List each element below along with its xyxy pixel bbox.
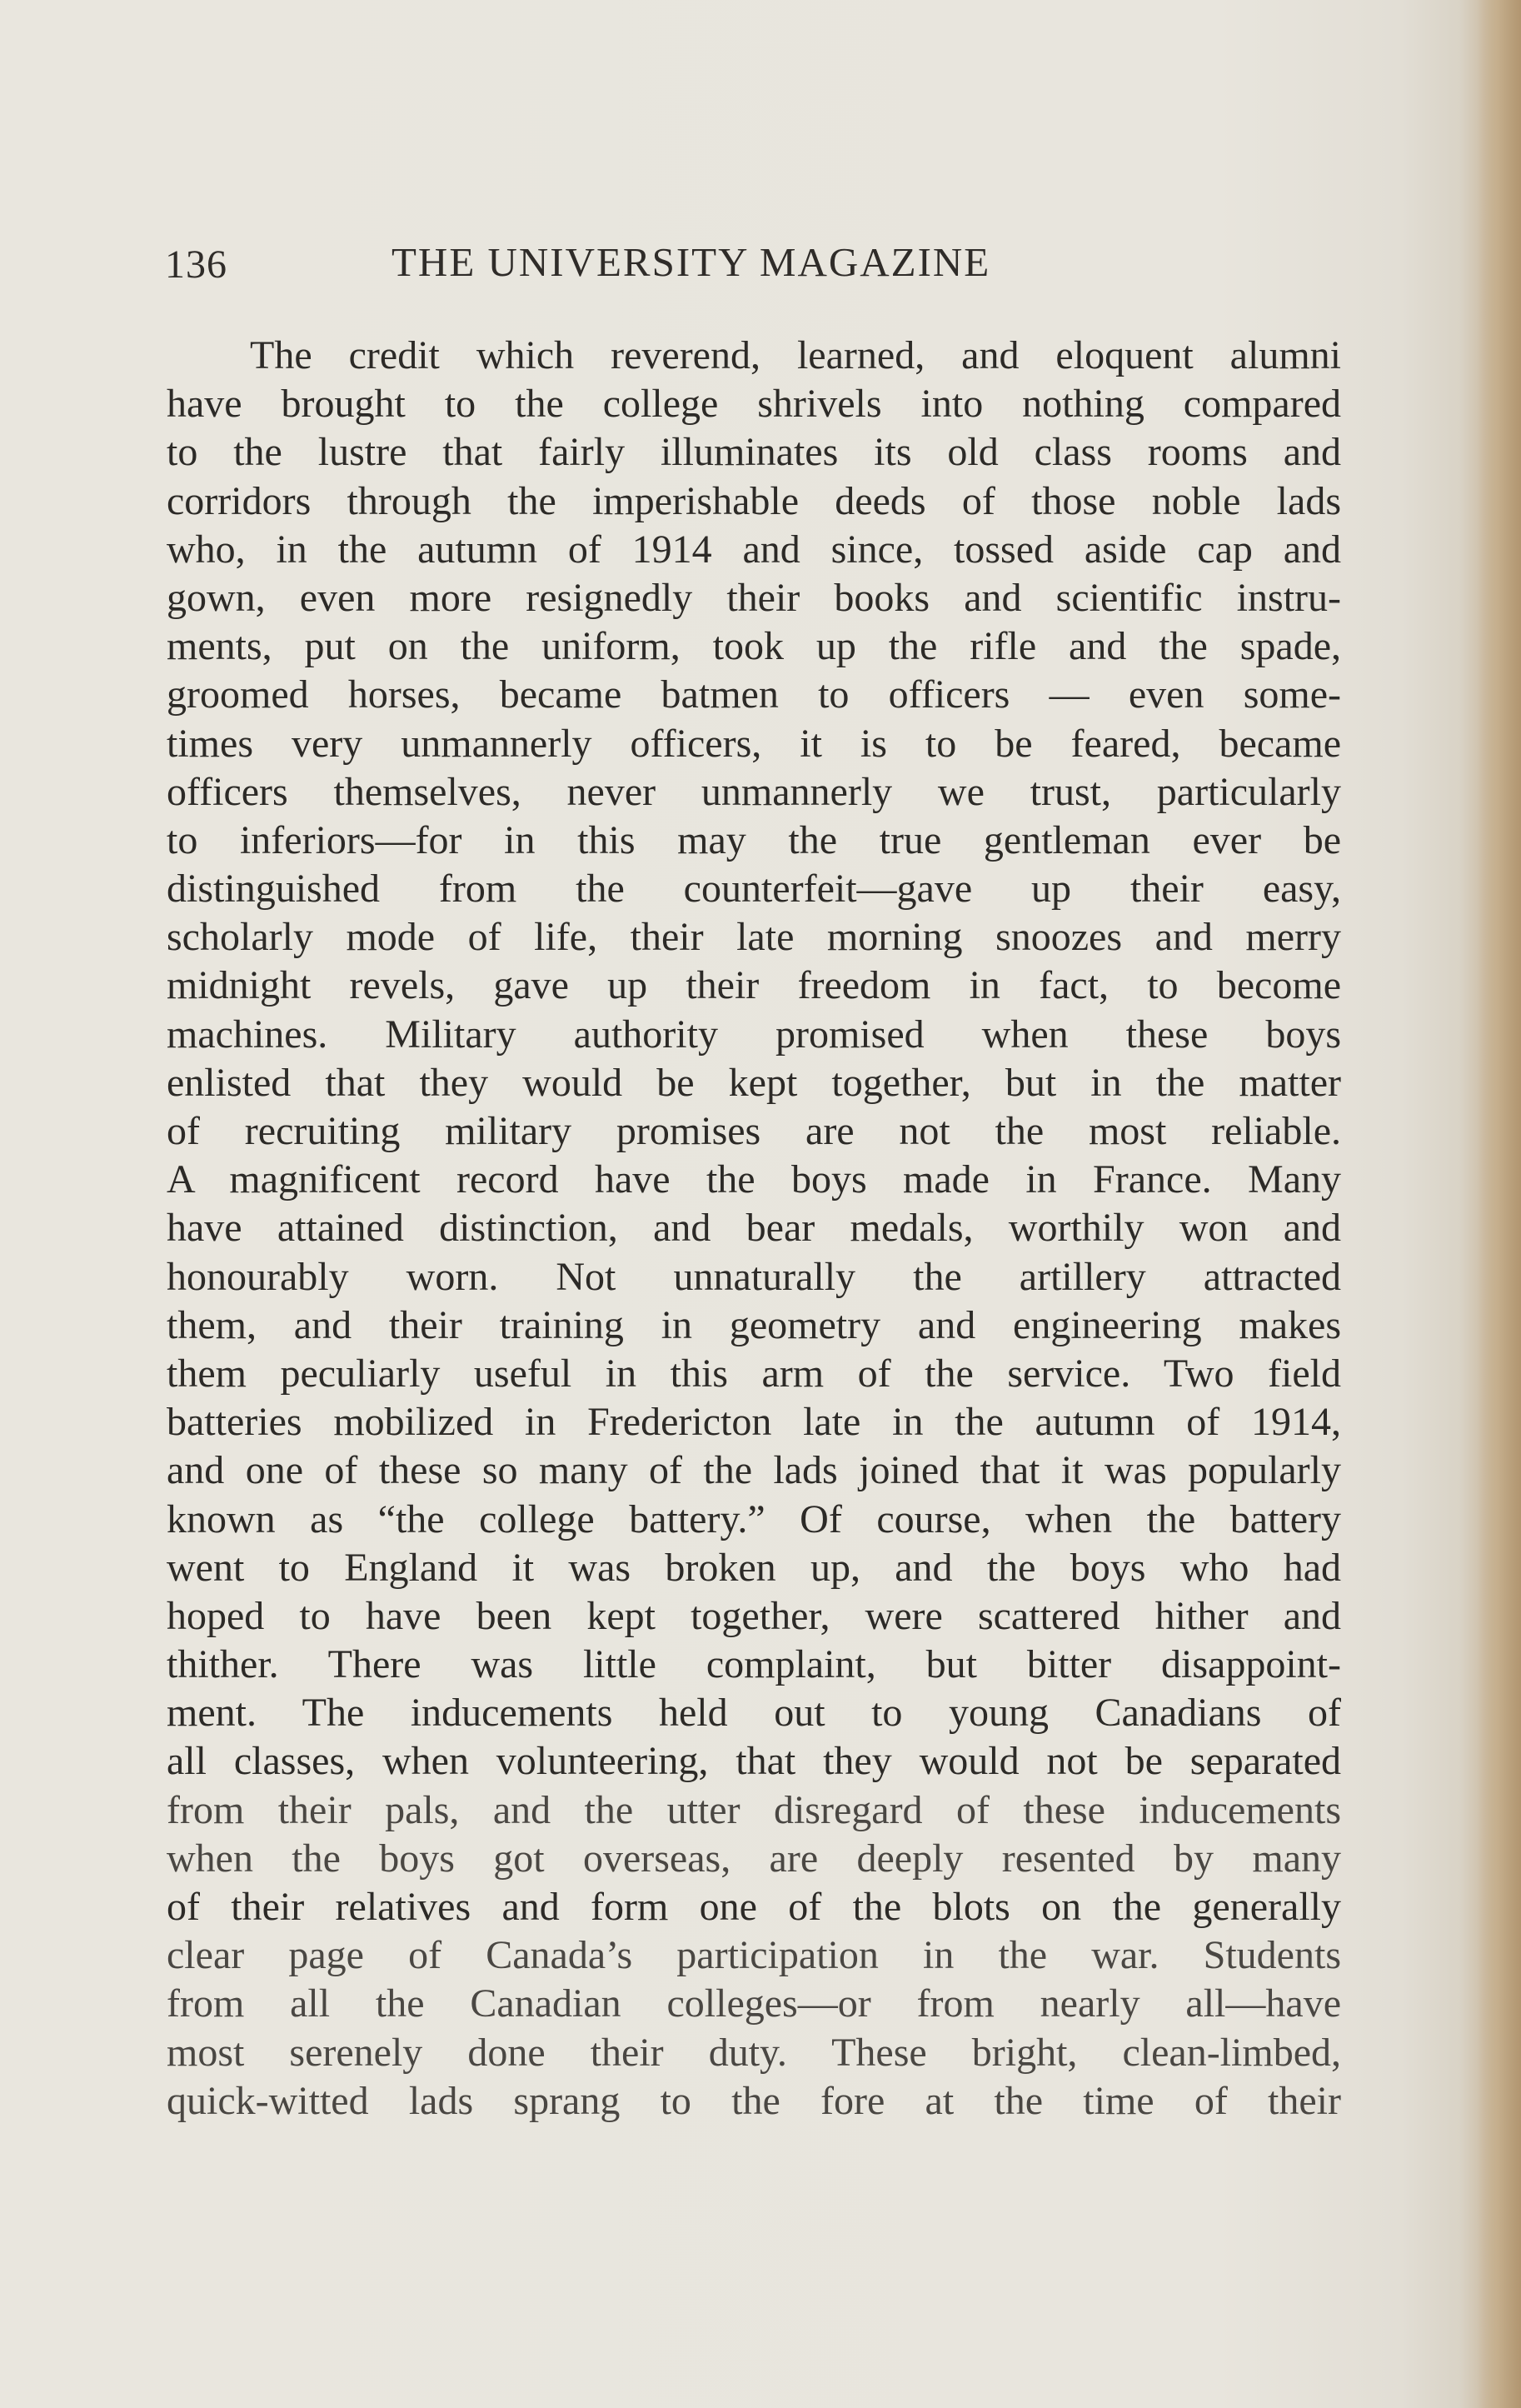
text-line: thither. There was little complaint, but bitter disappoint- bbox=[167, 1642, 1341, 1687]
spine-shadow bbox=[1478, 0, 1521, 2408]
text-line: most serenely done their duty. These bright, clean-limbed, bbox=[167, 2030, 1341, 2075]
page-number: 136 bbox=[165, 242, 227, 287]
text-line: who, in the autumn of 1914 and since, tossed aside cap and bbox=[167, 527, 1341, 572]
text-line: to the lustre that fairly illuminates its old class rooms and bbox=[167, 430, 1341, 475]
text-line: midnight revels, gave up their freedom in fact, to become bbox=[167, 963, 1341, 1008]
page-header bbox=[165, 235, 1356, 302]
text-line: enlisted that they would be kept together, but in the matter bbox=[167, 1060, 1341, 1105]
text-line: known as “the college battery.” Of course, when the battery bbox=[167, 1496, 1341, 1541]
text-line: all classes, when volunteering, that they would not be separated bbox=[167, 1739, 1341, 1784]
text-line: A magnificent record have the boys made in France. Many bbox=[167, 1157, 1341, 1202]
text-line: officers themselves, never unmannerly we trust, particularly bbox=[167, 769, 1341, 814]
text-line: went to England it was broken up, and the boys who had bbox=[167, 1545, 1341, 1590]
text-line: them, and their training in geometry and engineering makes bbox=[167, 1302, 1341, 1347]
text-line: to inferiors—for in this may the true gentleman ever be bbox=[167, 817, 1341, 862]
running-head: THE UNIVERSITY MAGAZINE bbox=[391, 239, 991, 285]
text-line: hoped to have been kept together, were scattered hither and bbox=[167, 1593, 1341, 1638]
text-line: from their pals, and the utter disregard of these inducements bbox=[167, 1787, 1341, 1832]
text-line: clear page of Canada’s participation in the war. Students bbox=[167, 1933, 1341, 1978]
text-line: have attained distinction, and bear medals, worthily won and bbox=[167, 1206, 1341, 1251]
body-paragraph bbox=[167, 332, 1341, 2126]
text-line: them peculiarly useful in this arm of the service. Two field bbox=[167, 1351, 1341, 1396]
text-line: gown, even more resignedly their books and scientific instru- bbox=[167, 575, 1341, 620]
text-line: ments, put on the uniform, took up the rifle and the spade, bbox=[167, 624, 1341, 669]
text-line: ment. The inducements held out to young Canadians of bbox=[167, 1691, 1341, 1736]
text-line: machines. Military authority promised when these boys bbox=[167, 1012, 1341, 1057]
text-line: The credit which reverend, learned, and eloquent alumni bbox=[250, 333, 1341, 377]
text-line: from all the Canadian colleges—or from nearly all—have bbox=[167, 1981, 1341, 2026]
text-line: batteries mobilized in Fredericton late in the autumn of 1914, bbox=[167, 1400, 1341, 1445]
text-line: of recruiting military promises are not the most reliable. bbox=[167, 1109, 1341, 1153]
text-line: groomed horses, became batmen to officers — even some- bbox=[167, 672, 1341, 717]
text-line: distinguished from the counterfeit—gave up their easy, bbox=[167, 867, 1341, 912]
text-line: of their relatives and form one of the blots on the generally bbox=[167, 1885, 1341, 1929]
text-line: honourably worn. Not unnaturally the artillery attracted bbox=[167, 1254, 1341, 1299]
text-line: have brought to the college shrivels into nothing compared bbox=[167, 382, 1341, 427]
text-line: quick-witted lads sprang to the fore at the time of their bbox=[167, 2078, 1341, 2123]
text-line: when the boys got overseas, are deeply resented by many bbox=[167, 1836, 1341, 1881]
text-line: times very unmannerly officers, it is to be feared, became bbox=[167, 721, 1341, 766]
text-line: corridors through the imperishable deeds of those noble lads bbox=[167, 478, 1341, 523]
text-line: scholarly mode of life, their late morning snoozes and merry bbox=[167, 915, 1341, 960]
text-line: and one of these so many of the lads joined that it was popularly bbox=[167, 1448, 1341, 1493]
